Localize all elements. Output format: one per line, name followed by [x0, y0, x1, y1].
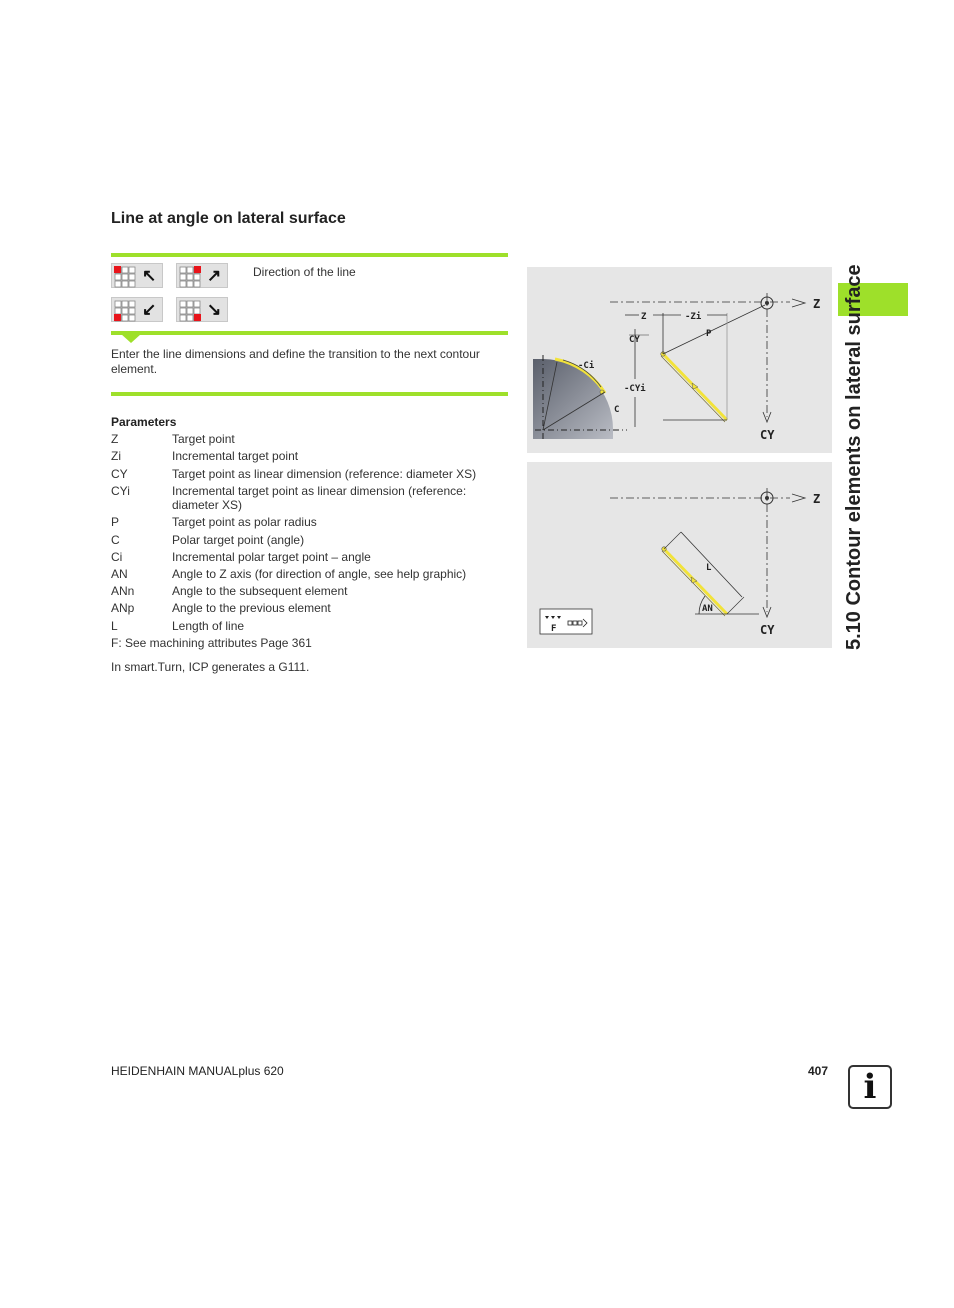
- middle-rule: [111, 331, 508, 335]
- softkey-down-left[interactable]: [111, 297, 163, 322]
- chapter-title: 5.10 Contour elements on lateral surface: [843, 264, 865, 650]
- cy-axis-label: CY: [760, 623, 775, 637]
- arrow-down-left-icon: ↙: [142, 300, 157, 319]
- help-graphic-polar: [527, 267, 832, 453]
- grid-icon: [112, 298, 138, 323]
- z-axis-label: Z: [813, 492, 821, 506]
- svg-text:AN: AN: [702, 604, 713, 614]
- softkey-down-right[interactable]: [176, 297, 228, 322]
- grid-icon: [112, 264, 138, 289]
- svg-text:Z: Z: [641, 312, 647, 322]
- svg-text:-Ci: -Ci: [578, 361, 595, 371]
- top-rule: [111, 253, 508, 257]
- grid-icon: [177, 298, 203, 323]
- section-title: Line at angle on lateral surface: [111, 210, 346, 227]
- svg-text:-Zi: -Zi: [685, 312, 702, 322]
- intro-text: Enter the line dimensions and define the transition to the next contour element.: [111, 347, 480, 376]
- lower-rule: [111, 392, 508, 396]
- svg-text:-CYi: -CYi: [624, 384, 646, 394]
- arrow-down-right-icon: ↘: [207, 300, 222, 319]
- svg-text:CY: CY: [629, 335, 640, 345]
- svg-text:L: L: [706, 563, 712, 573]
- pointer-triangle: [121, 334, 141, 344]
- svg-text:P: P: [706, 329, 712, 339]
- help-graphic-length-angle: [527, 462, 832, 648]
- grid-icon: [177, 264, 203, 289]
- arrow-up-right-icon: ↗: [207, 266, 222, 285]
- machining-note: F: See machining attributes Page 361: [111, 636, 312, 650]
- softkey-up-right[interactable]: [176, 263, 228, 288]
- feed-label: F: [551, 624, 557, 634]
- page-number: 407: [808, 1064, 829, 1078]
- arrow-up-left-icon: ↖: [142, 266, 157, 285]
- svg-text:C: C: [614, 405, 620, 415]
- smart-turn-note: In smart.Turn, ICP generates a G111.: [111, 660, 310, 674]
- softkey-up-left[interactable]: [111, 263, 163, 288]
- cy-axis-label: CY: [760, 428, 775, 442]
- z-axis-label: Z: [813, 297, 821, 311]
- footer-manual: HEIDENHAIN MANUALplus 620: [111, 1064, 284, 1078]
- info-icon: i: [848, 1065, 892, 1109]
- softkey-description: Direction of the line: [253, 265, 356, 279]
- parameters-heading: Parameters: [111, 415, 177, 429]
